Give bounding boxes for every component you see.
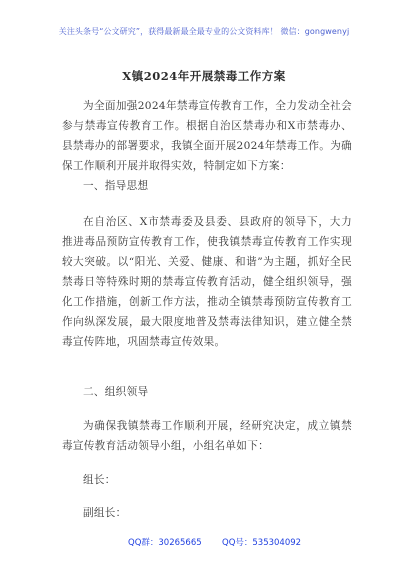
section-paragraph-guiding-ideology: 在自治区、X市禁毒委及县委、县政府的领导下，大力推进毒品预防宣传教育工作，使我镇禁毒宣传教育工作实现较大突破。以“阳光、关爱、健康、和谐”为主题，抓好全民禁毒日等特殊时期的禁毒宣传教育活动，健全组织领导，强化工作措施，创新工作方法，推动全镇禁毒预防宣传教育工作向纵深发展，最大限度地普及禁毒法律知识，建立健全禁毒宣传阵地，巩固禁毒宣传效果。 [62, 216, 352, 348]
leader-label: 组长： [83, 474, 116, 486]
qq-group-link[interactable]: QQ群：30265665 [128, 538, 202, 548]
section-heading-guiding-ideology: 一、指导思想 [83, 180, 149, 192]
section-paragraph-organization: 为确保我镇禁毒工作顺利开展，经研究决定，成立镇禁毒宣传教育活动领导小组，小组名单如下： [62, 420, 352, 452]
document-title: X镇2024年开展禁毒工作方案 [122, 69, 286, 83]
deputy-leader-label: 副组长： [83, 507, 127, 519]
header-banner: 关注头条号“公文研究”，获得最新最全最专业的公文资料库！ 微信：gongwenyj [58, 27, 350, 36]
section-heading-organization: 二、组织领导 [83, 386, 149, 398]
qq-number-link[interactable]: QQ号：535304092 [222, 538, 302, 548]
intro-paragraph: 为全面加强2024年禁毒宣传教育工作，全力发动全社会参与禁毒宣传教育工作。根据自治区禁毒办和X市禁毒办、县禁毒办的部署要求，我镇全面开展2024年禁毒工作。为确保工作顺利开展并取得实效，特制定如下方案： [62, 100, 352, 172]
